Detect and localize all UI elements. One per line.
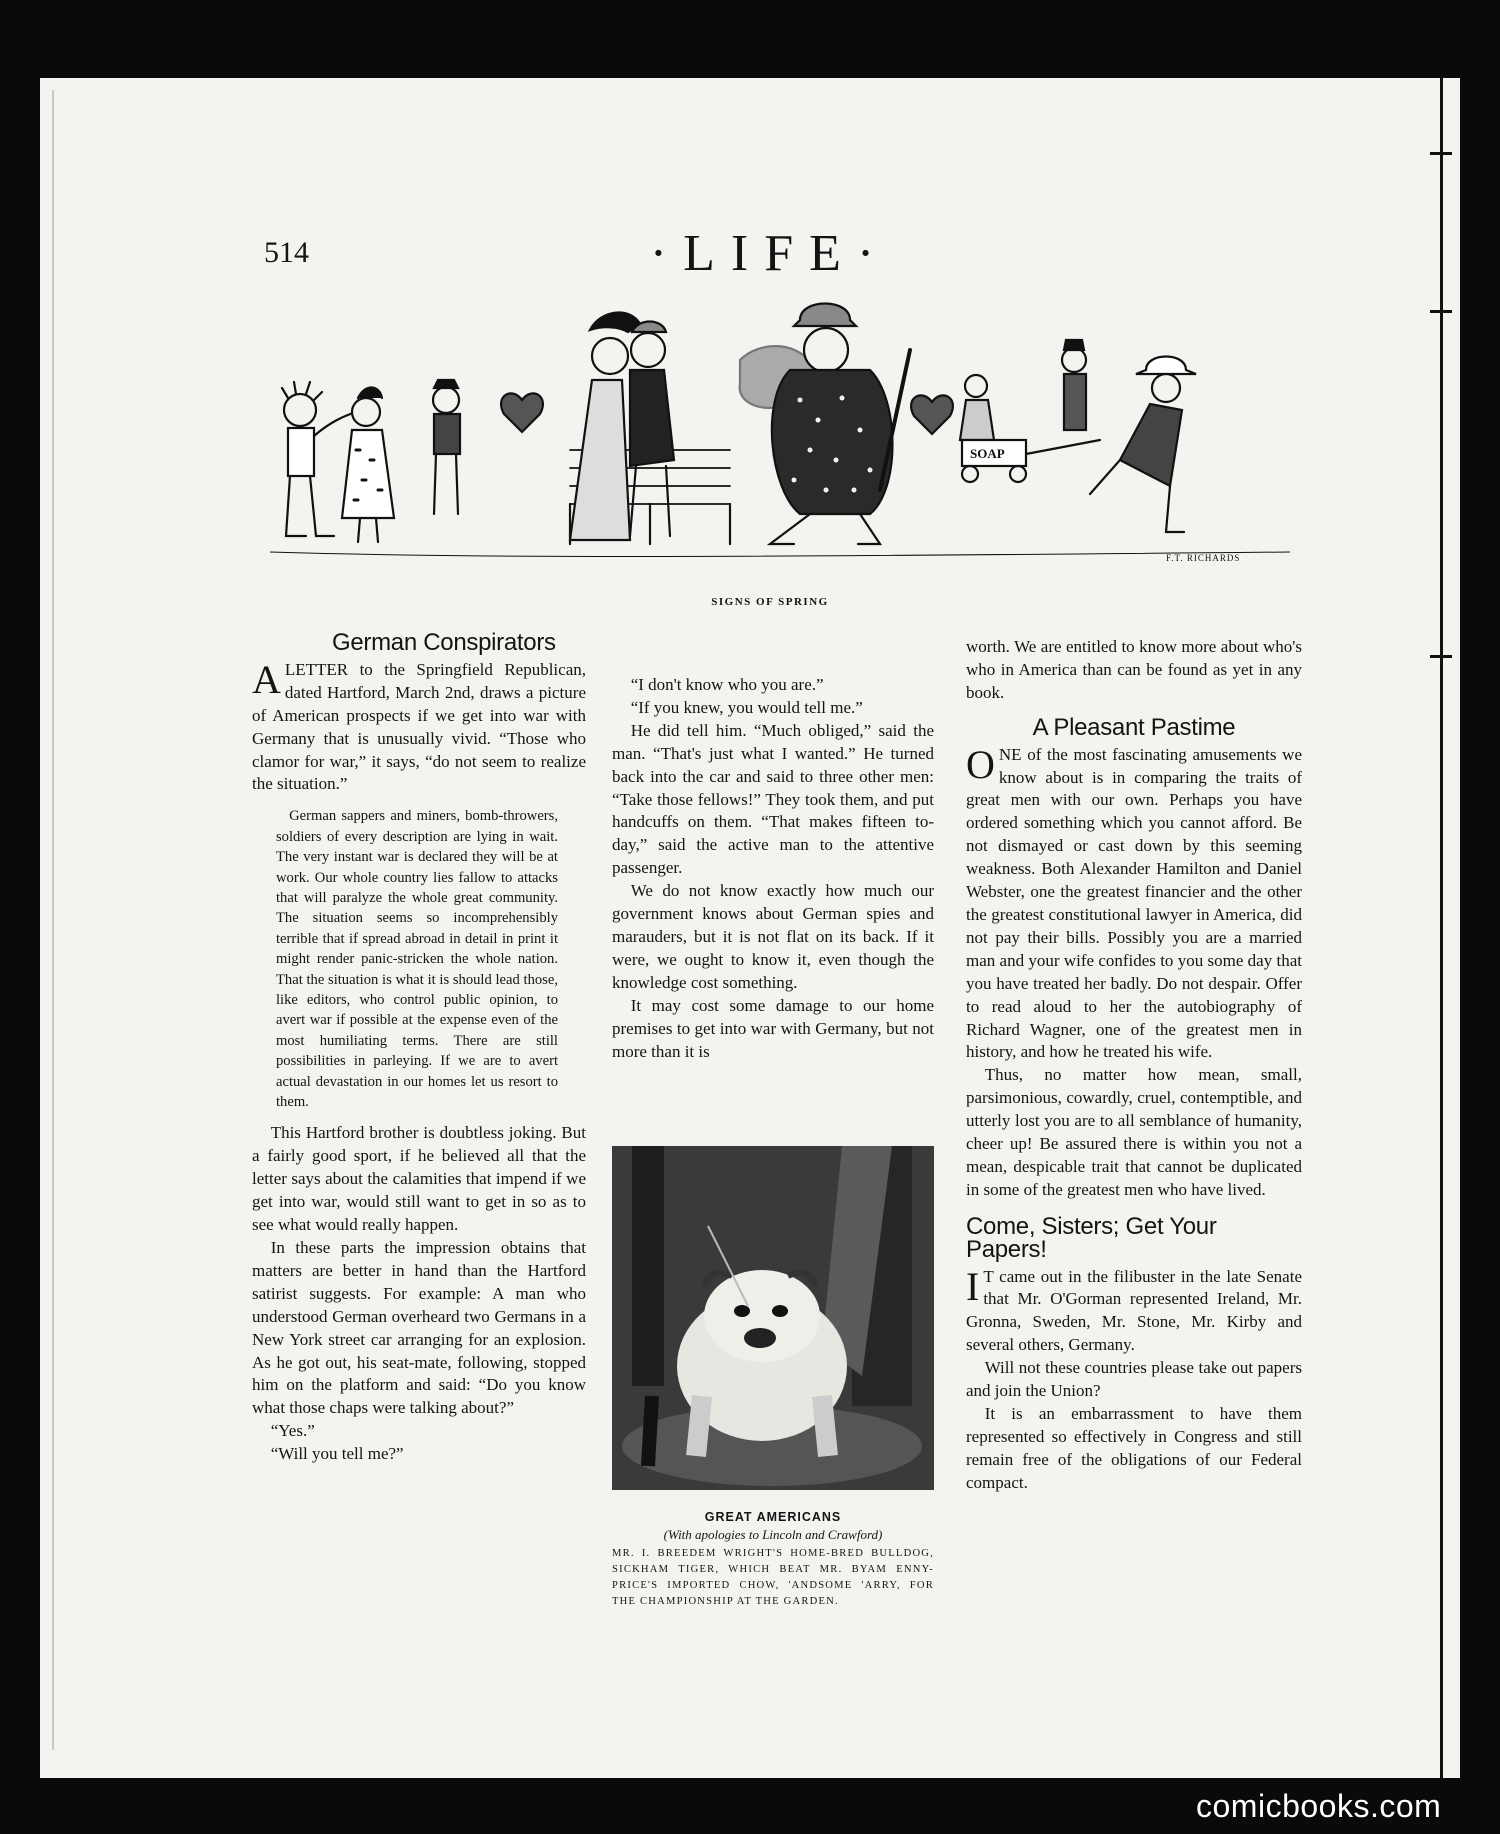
watermark: comicbooks.com	[1196, 1788, 1442, 1824]
wagon-label: SOAP	[970, 446, 1005, 461]
article-paragraph: “If you knew, you would tell me.”	[630, 697, 863, 717]
binding-tick	[1430, 152, 1452, 155]
column-1	[252, 629, 586, 1466]
article-paragraph: This Hartford brother is doubtless joking. But a fairly good sport, if he believed all that the letter says about the calamities that impend if we get into war, would still want to get in so as to see what would really happen.	[252, 1123, 586, 1235]
article-paragraph: worth. We are entitled to know more about who's who in America than can be found as yet in any book.	[966, 637, 1302, 702]
column-3	[966, 636, 1302, 1495]
article-title-german-conspirators: German Conspirators	[332, 629, 556, 656]
binding-line	[1440, 78, 1443, 1778]
signs-of-spring-cartoon	[270, 290, 1290, 580]
cartoon-signature: F.T. RICHARDS	[1166, 553, 1241, 563]
photo-caption-text: MR. I. BREEDEM WRIGHT'S HOME-BRED BULLDOG, SICKHAM TIGER, WHICH BEAT MR. BYAM ENNY-PRICE'S IMPORTED CHOW, 'ANDSOME 'ARRY, FOR THE CHAMPIONSHIP AT THE GARDEN.	[612, 1548, 934, 1607]
dropcap: I	[966, 1263, 980, 1309]
masthead-life: ·LIFE·	[649, 225, 891, 282]
article-paragraph: NE of the most fascinating amusements we know about is in comparing the traits of great men with our own. Perhaps you have ordered something which you cannot afford. Be not dismayed or cast down by this seeming weakness. Both Alexander Hamilton and Daniel Webster, one the greatest financier and the other the greatest constitutional lawyer in America, did not pay their bills. Possibly you are a married man and your wife confides to you some day that you have treated her badly. Do not despair. Offer to read aloud to her the autobiography of Richard Wagner, one of the greatest men in history, and how he treated his wife.	[966, 744, 1302, 1062]
article-paragraph: “Will you tell me?”	[270, 1444, 404, 1464]
article-title-pleasant-pastime: A Pleasant Pastime	[1032, 713, 1236, 741]
article-paragraph: Thus, no matter how mean, small, parsimonious, cowardly, cruel, contemptible, and utterly lost you are to all semblance of humanity, cheer up! Be assured there is within you not a mean, despicable trait that cannot be duplicated in some of the greatest men who have lived.	[966, 1065, 1302, 1199]
article-title-come-sisters: Come, Sisters; Get Your Papers!	[966, 1212, 1217, 1263]
article-paragraph: It may cost some damage to our home premises to get into war with Germany, but not more than it is	[612, 995, 934, 1061]
page-number: 514	[264, 236, 309, 269]
binding-tick	[1430, 310, 1452, 313]
letter-quote	[276, 806, 558, 1112]
article-paragraph: We do not know exactly how much our government knows about German spies and marauders, but it is not flat on its back. If it were, we ought to know it, even though the knowledge cost something.	[612, 881, 934, 992]
dropcap: O	[966, 741, 995, 787]
binding-tick	[1430, 655, 1452, 658]
photo-subtitle: (With apologies to Lincoln and Crawford)	[663, 1527, 883, 1542]
quote-text: German sappers and miners, bomb-throwers, soldiers of every description are lying in wait. The very instant war is declared they will be at work. Our whole country lies fallow to attacks that will paralyze the whole great community. The situation seems so incomprehensibly terrible that if spread abroad in detail in print it might render panic-stricken the whole nation. That the situation is what it is should lead those, like editors, who control public opinion, to avert war if possible at the expense even of the most humiliating terms. There are still possibilities in parleying. If we are to avert actual devastation in our homes let us resort to them.	[276, 808, 558, 1111]
article-paragraph: “I don't know who you are.”	[630, 675, 824, 694]
article-paragraph: It is an embarrassment to have them represented so effectively in Congress and still remain free of the obligations of our Federal compact.	[966, 1404, 1302, 1492]
photo-title: GREAT AMERICANS	[704, 1510, 842, 1524]
article-paragraph: T came out in the filibuster in the late Senate that Mr. O'Gorman represented Ireland, Mr. Gronna, Sweden, Mr. Stone, Mr. Kirby and several others, Germany.	[966, 1266, 1302, 1355]
cartoon-title: SIGNS OF SPRING	[711, 596, 829, 608]
scan-edge	[52, 90, 54, 1750]
article-paragraph: In these parts the impression obtains that matters are better in hand than the Hartford satirist suggests. For example: A man who understood German overheard two Germans in a New York street car arranging for an explosion. As he got out, his seat-mate, following, stopped him on the platform and said: “Do you know what those chaps were talking about?”	[252, 1237, 586, 1418]
bulldog-photo	[612, 1146, 934, 1490]
article-paragraph: Will not these countries please take out papers and join the Union?	[966, 1358, 1302, 1401]
article-paragraph: He did tell him. “Much obliged,” said the man. “That's just what I wanted.” He turned back into the car and said to three other men: “Take those fellows!” They took them, and put handcuffs on them. “That makes fifteen to-day,” said the active man to the attentive passenger.	[612, 720, 934, 878]
column-2	[612, 674, 934, 1063]
dropcap: A	[252, 656, 281, 702]
photo-caption	[612, 1510, 934, 1610]
article-paragraph: LETTER to the Springfield Republican, dated Hartford, March 2nd, draws a picture of American prospects if we get into war with Germany that is unusually vivid. “Those who clamor for war,” it says, “do not seem to realize the situation.”	[252, 659, 586, 794]
article-paragraph: “Yes.”	[270, 1421, 315, 1441]
